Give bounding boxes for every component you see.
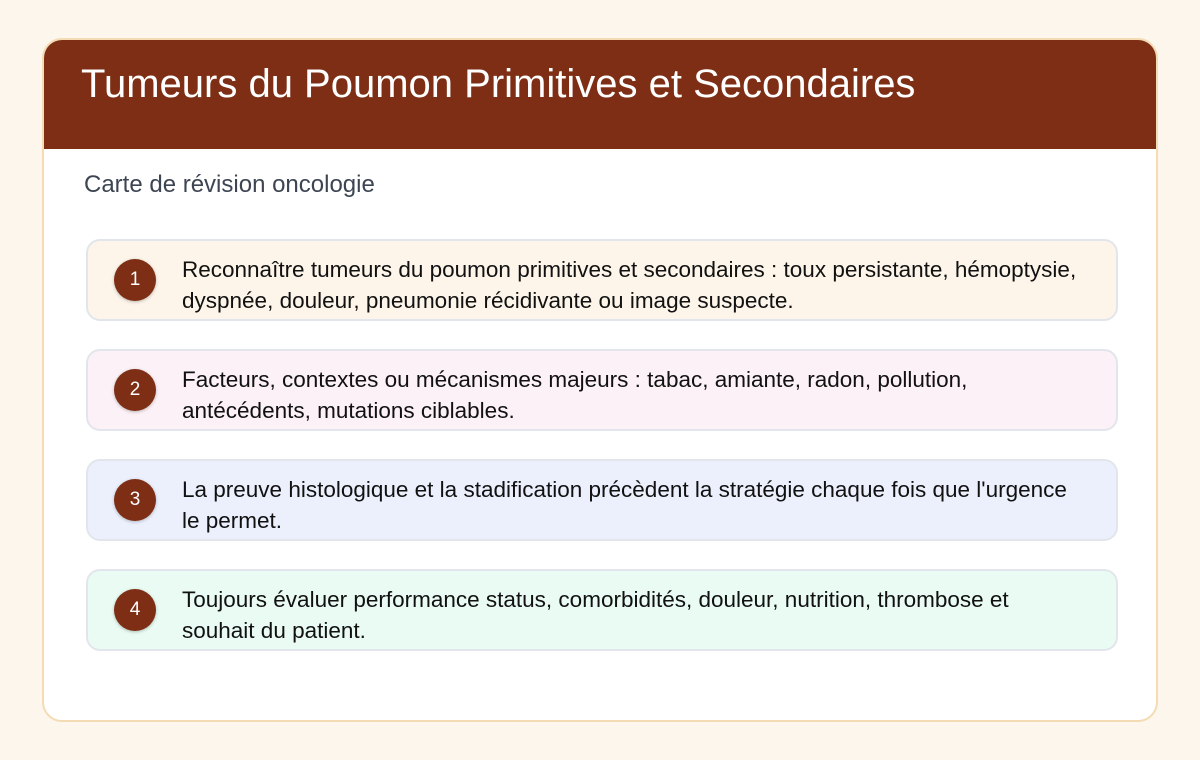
list-item: [86, 459, 1118, 541]
revision-card: [42, 38, 1158, 722]
item-number-badge: 2: [114, 369, 156, 411]
item-number-badge: 1: [114, 259, 156, 301]
list-item: [86, 349, 1118, 431]
item-text: Reconnaître tumeurs du poumon primitives et secondaires : toux persistante, hémoptysie, dyspnée, douleur, pneumonie récidivante ou image suspecte.: [182, 257, 1077, 313]
page-title: Tumeurs du Poumon Primitives et Secondaires: [81, 62, 916, 106]
item-number-badge: 4: [114, 589, 156, 631]
card-header: [44, 40, 1156, 149]
list-item: [86, 239, 1118, 321]
card-subtitle: Carte de révision oncologie: [84, 171, 375, 198]
list-item: [86, 569, 1118, 651]
item-text: Facteurs, contextes ou mécanismes majeurs : tabac, amiante, radon, pollution, antécédents, mutations ciblables.: [182, 367, 968, 423]
item-text: Toujours évaluer performance status, comorbidités, douleur, nutrition, thrombose et souhait du patient.: [182, 587, 1009, 643]
item-number-badge: 3: [114, 479, 156, 521]
item-text: La preuve histologique et la stadification précèdent la stratégie chaque fois que l'urgence le permet.: [182, 477, 1067, 533]
